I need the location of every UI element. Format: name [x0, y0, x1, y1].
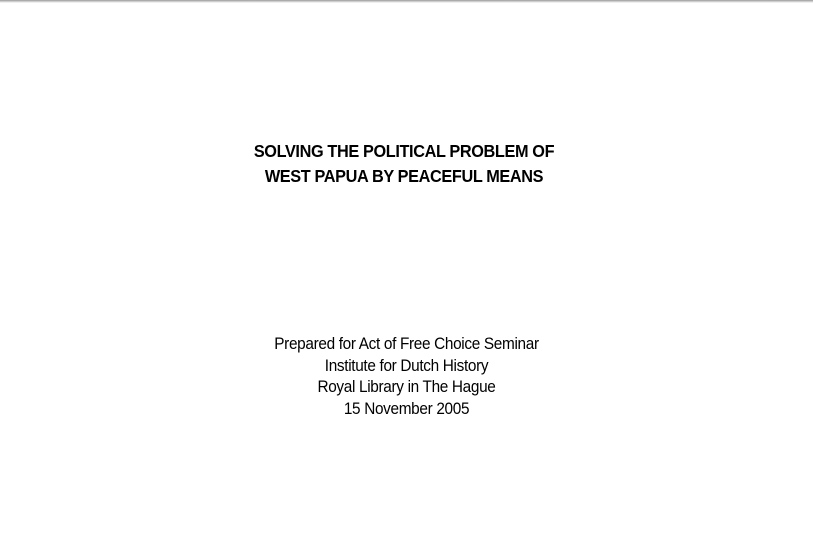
info-line-seminar: Prepared for Act of Free Choice Seminar	[274, 335, 539, 353]
title-line-1: SOLVING THE POLITICAL PROBLEM OF	[253, 141, 555, 161]
info-line-location: Royal Library in The Hague	[317, 378, 496, 396]
info-line-date: 15 November 2005	[343, 399, 470, 418]
presentation-info	[0, 334, 813, 420]
document-page	[0, 3, 813, 540]
info-line-institute: Institute for Dutch History	[324, 356, 489, 375]
document-title	[0, 139, 808, 189]
title-line-2: WEST PAPUA BY PEACEFUL MEANS	[264, 166, 544, 186]
